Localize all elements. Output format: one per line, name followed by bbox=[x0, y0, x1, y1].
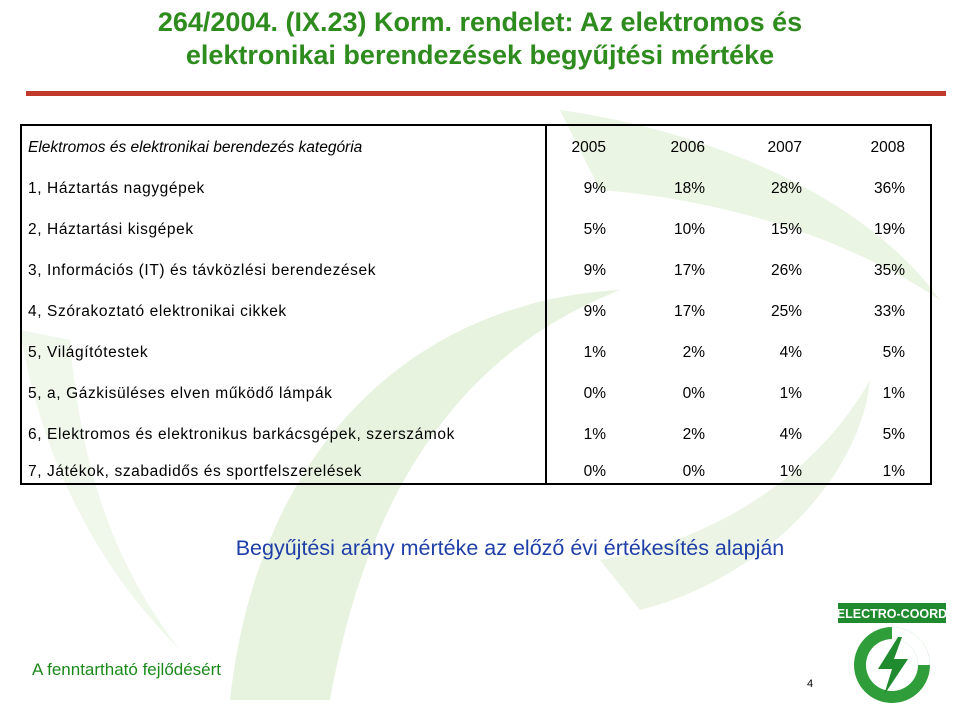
header-category: Elektromos és elektronikai berendezés kategória bbox=[28, 139, 363, 156]
table-row bbox=[22, 452, 930, 492]
header-year: 2005 bbox=[571, 139, 606, 156]
table-row bbox=[22, 415, 930, 455]
row-value: 4% bbox=[779, 344, 802, 361]
page-number: 4 bbox=[807, 678, 814, 690]
row-category: 6, Elektromos és elektronikus barkácsgépek, szerszámok bbox=[28, 426, 455, 443]
row-value: 25% bbox=[770, 303, 802, 320]
row-value: 19% bbox=[873, 221, 905, 238]
electro-coord-logo bbox=[832, 603, 952, 707]
row-category: 2, Háztartási kisgépek bbox=[28, 221, 194, 238]
row-value: 1% bbox=[779, 385, 802, 402]
row-value: 0% bbox=[583, 385, 606, 402]
row-category: 5, a, Gázkisüléses elven működő lámpák bbox=[28, 385, 333, 402]
row-value: 1% bbox=[882, 463, 905, 480]
row-value: 2% bbox=[682, 426, 705, 443]
row-value: 1% bbox=[882, 385, 905, 402]
row-category: 7, Játékok, szabadidős és sportfelszerelések bbox=[28, 463, 362, 480]
row-value: 1% bbox=[583, 344, 606, 361]
row-category: 5, Világítótestek bbox=[28, 344, 149, 361]
row-value: 28% bbox=[770, 180, 802, 197]
table-subtitle: Begyűjtési arány mértéke az előző évi értékesítés alapján bbox=[235, 536, 785, 560]
row-value: 17% bbox=[673, 303, 705, 320]
table-row bbox=[22, 169, 930, 209]
row-value: 4% bbox=[779, 426, 802, 443]
row-value: 0% bbox=[682, 385, 705, 402]
row-value: 1% bbox=[779, 463, 802, 480]
logo-text: ELECTRO-COORD bbox=[836, 607, 948, 621]
header-year: 2007 bbox=[767, 139, 802, 156]
table-row bbox=[22, 374, 930, 414]
row-value: 10% bbox=[673, 221, 705, 238]
row-category: 1, Háztartás nagygépek bbox=[28, 180, 205, 197]
title-line-2: elektronikai berendezések begyűjtési mértéke bbox=[185, 40, 775, 70]
row-value: 35% bbox=[873, 262, 905, 279]
page-title bbox=[20, 6, 940, 72]
table-row bbox=[22, 292, 930, 332]
row-value: 15% bbox=[770, 221, 802, 238]
table-row bbox=[22, 333, 930, 373]
title-line-1: 264/2004. (IX.23) Korm. rendelet: Az elektromos és bbox=[157, 7, 803, 37]
row-value: 5% bbox=[882, 426, 905, 443]
row-value: 17% bbox=[673, 262, 705, 279]
title-divider bbox=[26, 91, 946, 96]
row-value: 36% bbox=[873, 180, 905, 197]
collection-rate-table bbox=[20, 124, 932, 485]
row-value: 5% bbox=[583, 221, 606, 238]
row-value: 9% bbox=[583, 262, 606, 279]
header-year: 2008 bbox=[870, 139, 905, 156]
footer-slogan: A fenntartható fejlődésért bbox=[32, 660, 222, 679]
header-year: 2006 bbox=[670, 139, 705, 156]
table-row bbox=[22, 210, 930, 250]
table-row bbox=[22, 251, 930, 291]
row-value: 5% bbox=[882, 344, 905, 361]
row-value: 18% bbox=[673, 180, 705, 197]
row-category: 3, Információs (IT) és távközlési berendezések bbox=[28, 262, 377, 279]
row-value: 2% bbox=[682, 344, 705, 361]
row-value: 0% bbox=[682, 463, 705, 480]
row-category: 4, Szórakoztató elektronikai cikkek bbox=[28, 303, 287, 320]
table-header-row bbox=[22, 128, 930, 168]
row-value: 0% bbox=[583, 463, 606, 480]
row-value: 1% bbox=[583, 426, 606, 443]
row-value: 33% bbox=[873, 303, 905, 320]
row-value: 9% bbox=[583, 303, 606, 320]
row-value: 26% bbox=[770, 262, 802, 279]
row-value: 9% bbox=[583, 180, 606, 197]
